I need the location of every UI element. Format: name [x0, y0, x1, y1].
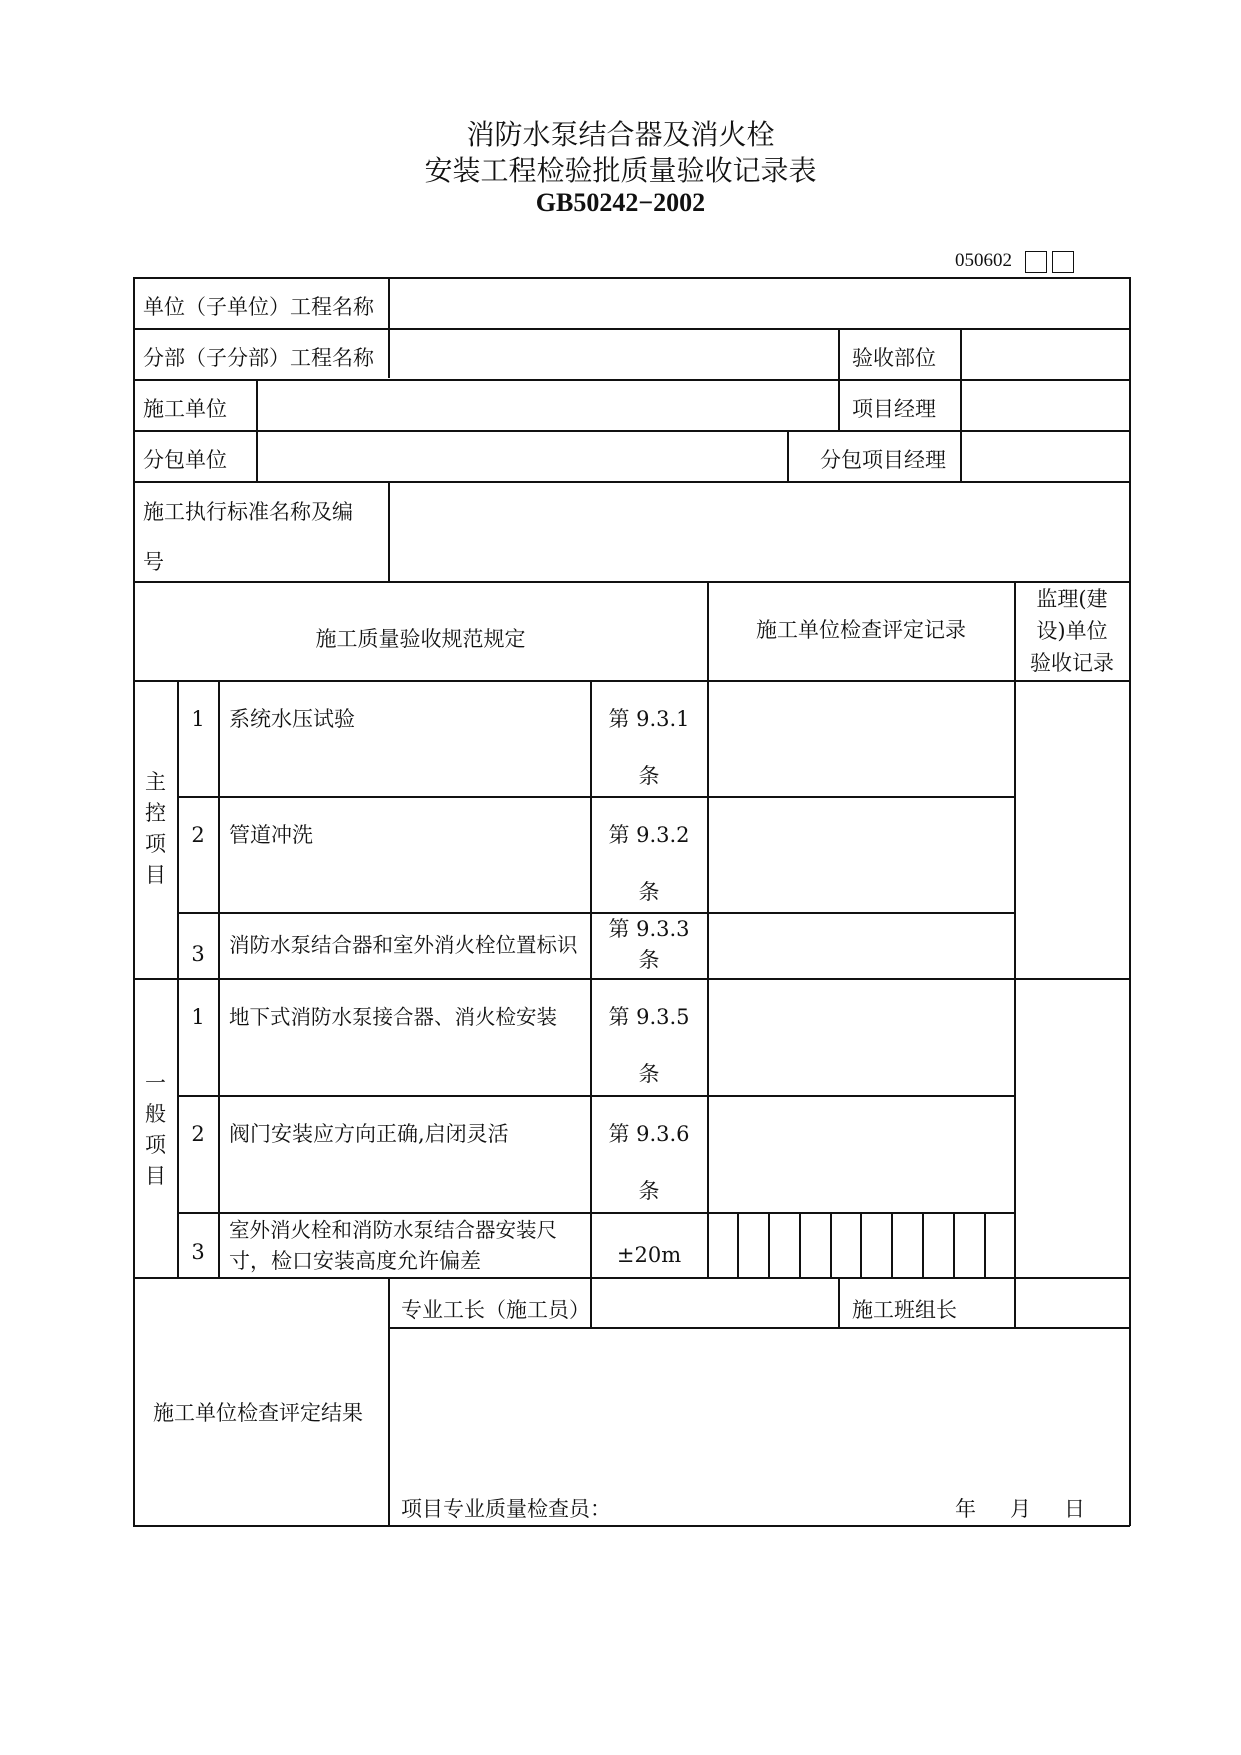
main-item-3-clause-suffix: 条 [638, 948, 660, 972]
group-label-char: 控 [145, 801, 166, 825]
contractor-record-column-header: 施工单位检查评定记录 [756, 618, 966, 642]
group-label-char: 项 [145, 1133, 166, 1157]
standard-label: 施工执行标准名称及编 [143, 500, 353, 524]
general-item-1-clause: 第 9.3.5 [608, 1005, 690, 1029]
group-label-char: 般 [145, 1102, 166, 1126]
date-year-label: 年 [955, 1497, 976, 1521]
main-item-3-clause: 第 9.3.3 [608, 917, 690, 941]
main-item-1-text: 系统水压试验 [229, 707, 355, 731]
result-label: 施工单位检查评定结果 [153, 1401, 363, 1425]
project-manager-label: 项目经理 [852, 397, 936, 421]
main-item-2-clause: 第 9.3.2 [608, 823, 690, 847]
general-item-1-text: 地下式消防水泵接合器、消火检安装 [229, 1005, 557, 1029]
group-label-char: 目 [145, 863, 166, 887]
form-code: 050602 [955, 250, 1012, 271]
group-label-char: 目 [145, 1164, 166, 1188]
foreman-label: 专业工长（施工员） [401, 1298, 590, 1322]
form-code-box-2[interactable] [1052, 251, 1074, 273]
general-item-2-clause: 第 9.3.6 [608, 1122, 690, 1146]
form-subtitle: 安装工程检验批质量验收记录表 [424, 154, 817, 187]
unit-project-name-label: 单位（子单位）工程名称 [143, 295, 374, 319]
form-code-box-1[interactable] [1025, 251, 1047, 273]
main-item-1-clause-suffix: 条 [638, 764, 660, 788]
general-item-2-text: 阀门安装应方向正确,启闭灵活 [229, 1122, 509, 1146]
contractor-label: 施工单位 [143, 397, 227, 421]
general-items-group-label [134, 1068, 177, 1192]
general-item-1-number: 1 [191, 1005, 205, 1029]
subunit-project-name-label: 分部（子分部）工程名称 [143, 346, 374, 370]
main-item-3-text: 消防水泵结合器和室外消火栓位置标识 [229, 933, 578, 957]
date-day-label: 日 [1064, 1497, 1085, 1521]
spec-column-header: 施工质量验收规范规定 [315, 627, 526, 651]
date-month-label: 月 [1010, 1497, 1031, 1521]
standard-label-continued: 号 [143, 550, 164, 574]
form-title: 消防水泵结合器及消火栓 [466, 118, 775, 151]
standard-code: GB50242−2002 [535, 188, 706, 217]
general-item-3-text-continued: 寸，检口安装高度允许偏差 [229, 1249, 481, 1273]
general-item-3-text: 室外消火栓和消防水泵结合器安装尺 [229, 1218, 557, 1242]
general-item-3-number: 3 [191, 1240, 205, 1264]
group-label-char: 主 [145, 770, 166, 794]
main-item-2-number: 2 [191, 823, 205, 847]
general-item-2-number: 2 [191, 1122, 205, 1146]
subcontractor-label: 分包单位 [143, 448, 227, 472]
supervisor-record-column-header [1015, 583, 1129, 679]
supervisor-header-line-1: 监理(建 [1036, 587, 1108, 611]
main-item-1-clause: 第 9.3.1 [608, 707, 690, 731]
acceptance-part-label: 验收部位 [852, 346, 936, 370]
inspector-label: 项目专业质量检查员： [401, 1497, 611, 1521]
main-items-group-label [134, 767, 177, 891]
main-item-2-text: 管道冲洗 [229, 823, 313, 847]
general-item-1-clause-suffix: 条 [638, 1062, 660, 1086]
general-item-2-clause-suffix: 条 [638, 1179, 660, 1203]
general-item-3-tolerance: ±20m [616, 1243, 682, 1267]
main-item-1-number: 1 [191, 707, 205, 731]
team-leader-label: 施工班组长 [852, 1298, 957, 1322]
supervisor-header-line-3: 验收记录 [1030, 651, 1114, 675]
group-label-char: 一 [145, 1071, 166, 1095]
main-item-3-number: 3 [191, 942, 205, 966]
sub-project-manager-label: 分包项目经理 [820, 448, 946, 472]
group-label-char: 项 [145, 832, 166, 856]
main-item-2-clause-suffix: 条 [638, 880, 660, 904]
supervisor-header-line-2: 设)单位 [1036, 619, 1108, 643]
